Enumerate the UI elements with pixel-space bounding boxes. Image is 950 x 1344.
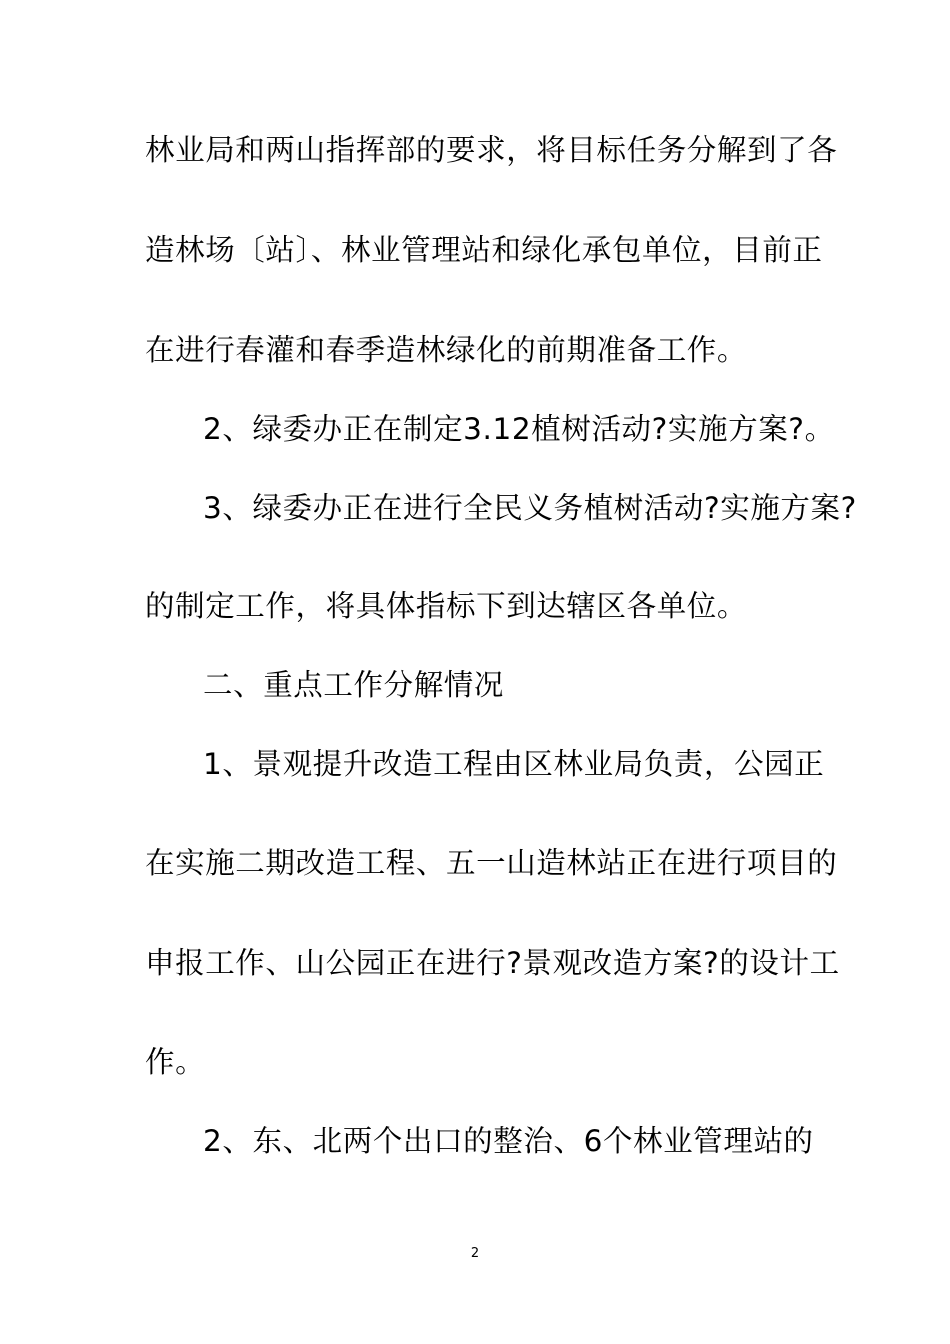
text-line-11: 作。 — [145, 1045, 206, 1079]
text-line-12: 2、东、北两个出口的整治、6个林业管理站的 — [203, 1124, 814, 1158]
text-line-10: 申报工作、山公园正在进行?景观改造方案?的设计工 — [145, 946, 840, 980]
text-line-4: 2、绿委办正在制定3.12植树活动?实施方案?。 — [203, 412, 835, 446]
text-line-1: 林业局和两山指挥部的要求，将目标任务分解到了各 — [145, 133, 838, 167]
text-line-8: 1、景观提升改造工程由区林业局负责，公园正 — [203, 747, 825, 781]
section-heading: 二、重点工作分解情况 — [203, 668, 505, 702]
text-line-9: 在实施二期改造工程、五一山造林站正在进行项目的 — [145, 846, 838, 880]
text-line-6: 的制定工作，将具体指标下到达辖区各单位。 — [145, 589, 748, 623]
text-line-2: 造林场〔站〕、林业管理站和绿化承包单位，目前正 — [145, 233, 823, 267]
page-number: 2 — [470, 1246, 480, 1261]
text-line-3: 在进行春灌和春季造林绿化的前期准备工作。 — [145, 333, 748, 367]
text-line-5: 3、绿委办正在进行全民义务植树活动?实施方案? — [203, 491, 857, 525]
